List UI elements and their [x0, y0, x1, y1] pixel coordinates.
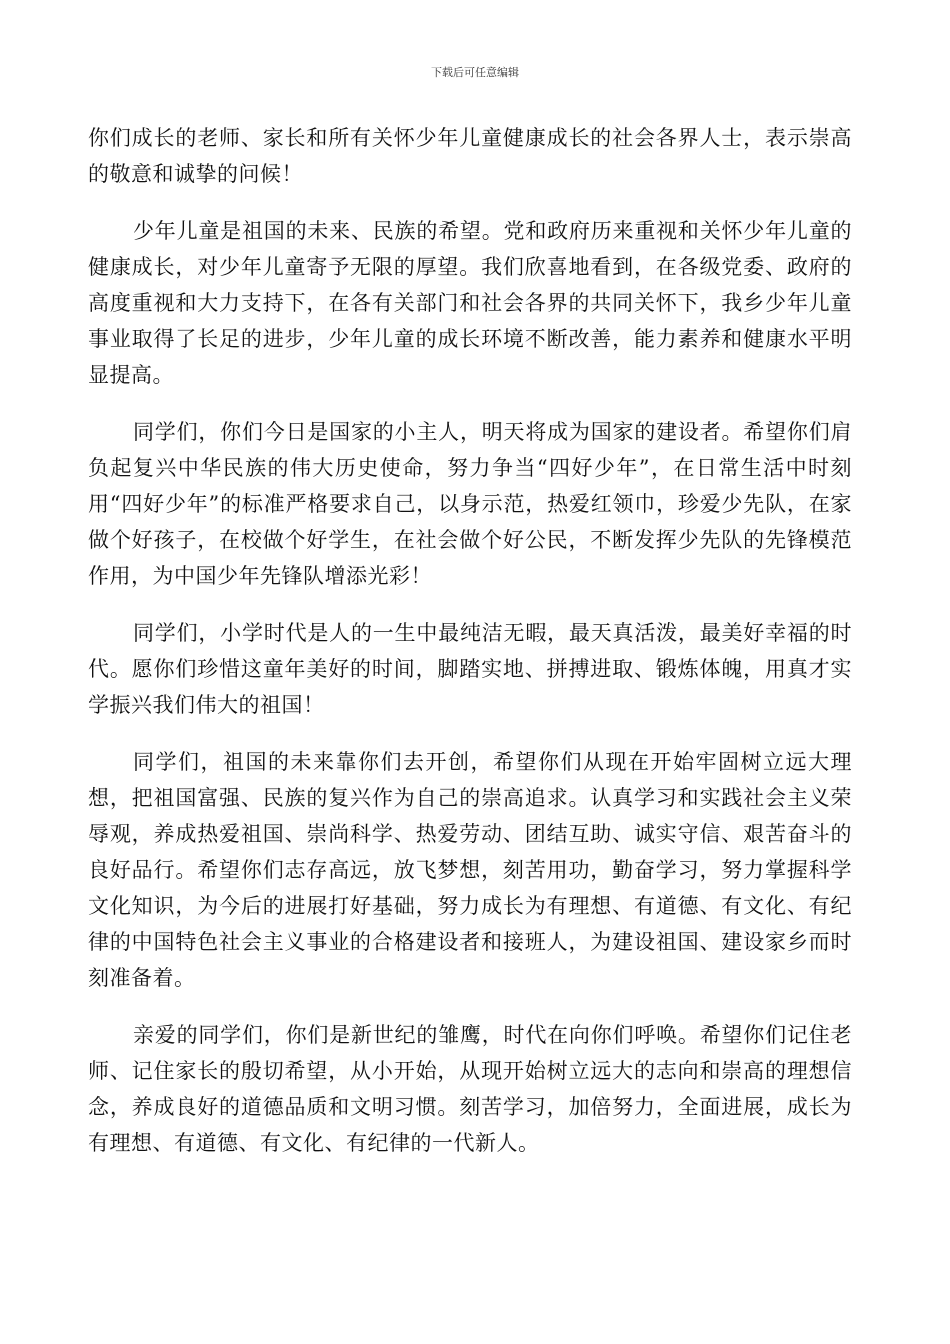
paragraph-continuation: 你们成长的老师、家长和所有关怀少年儿童健康成长的社会各界人士，表示崇高的敬意和诚挚的问候！ [88, 126, 852, 186]
paragraph-primary-school-years: 同学们，小学时代是人的一生中最纯洁无暇，最天真活泼，最美好幸福的时代。愿你们珍惜这童年美好的时间，脚踏实地、拼搏进取、锻炼体魄，用真才实学振兴我们伟大的祖国！ [88, 621, 852, 717]
page-header-note: 下载后可任意编辑 [431, 66, 519, 79]
paragraph-children-future: 少年儿童是祖国的未来、民族的希望。党和政府历来重视和关怀少年儿童的健康成长，对少年儿童寄予无限的厚望。我们欣喜地看到，在各级党委、政府的高度重视和大力支持下，在各有关部门和社会各界的共同关怀下，我乡少年儿童事业取得了长足的进步，少年儿童的成长环境不断改善，能力素养和健康水平明显提高。 [88, 219, 852, 387]
paragraph-ideals: 同学们，祖国的未来靠你们去开创，希望你们从现在开始牢固树立远大理想，把祖国富强、民族的复兴作为自己的崇高追求。认真学习和实践社会主义荣辱观，养成热爱祖国、崇尚科学、热爱劳动、团结互助、诚实守信、艰苦奋斗的良好品行。希望你们志存高远，放飞梦想，刻苦用功，勤奋学习，努力掌握科学文化知识，为今后的进展打好基础，努力成长为有理想、有道德、有文化、有纪律的中国特色社会主义事业的合格建设者和接班人，为建设祖国、建设家乡而时刻准备着。 [88, 750, 852, 990]
paragraph-closing: 亲爱的同学们，你们是新世纪的雏鹰，时代在向你们呼唤。希望你们记住老师、记住家长的殷切希望，从小开始，从现开始树立远大的志向和崇高的理想信念，养成良好的道德品质和文明习惯。刻苦学习，加倍努力，全面进展，成长为有理想、有道德、有文化、有纪律的一代新人。 [88, 1023, 852, 1155]
document-body [88, 120, 852, 1161]
paragraph-four-good-youth: 同学们，你们今日是国家的小主人，明天将成为国家的建设者。希望你们肩负起复兴中华民族的伟大历史使命，努力争当“四好少年”，在日常生活中时刻用“四好少年”的标准严格要求自己，以身示范，热爱红领巾，珍爱少先队，在家做个好孩子，在校做个好学生，在社会做个好公民，不断发挥少先队的先锋模范作用，为中国少年先锋队增添光彩！ [88, 420, 852, 588]
